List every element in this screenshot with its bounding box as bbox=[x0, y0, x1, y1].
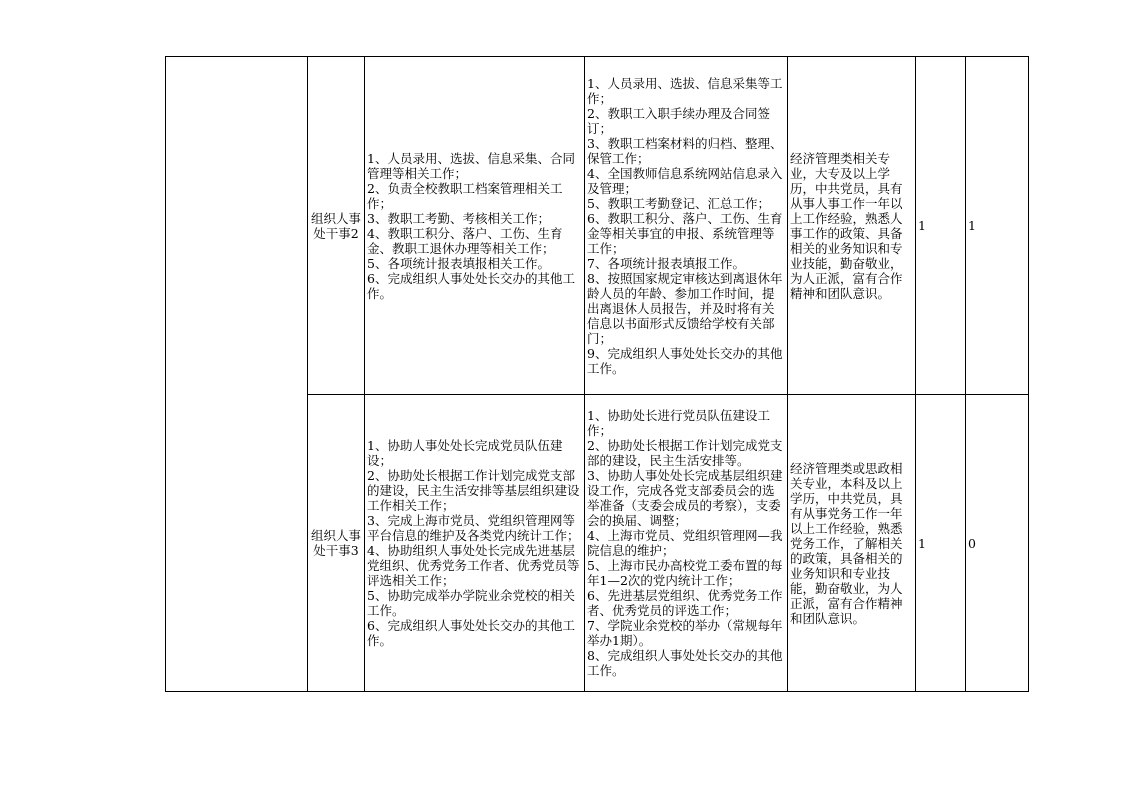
count-cell: 1 bbox=[966, 57, 1029, 395]
scope-line: 6、完成组织人事处处长交办的其他工作。 bbox=[367, 270, 575, 301]
count-cell: 1 bbox=[916, 57, 966, 395]
duties-cell bbox=[585, 395, 788, 692]
job-table bbox=[165, 56, 1029, 692]
requirements-cell: 经济管理类或思政相关专业，本科及以上学历，中共党员，具有从事党务工作一年以上工作经验，熟悉党务工作，了解相关的政策，具备相关的业务知识和专业技能，勤奋敬业，为人正派，富有合作精神和团队意识。 bbox=[788, 395, 916, 692]
scope-line: 4、教职工积分、落户、工伤、生育金、教职工退休办理等相关工作； bbox=[367, 225, 563, 256]
duty-line: 4、上海市党员、党组织管理网—我院信息的维护； bbox=[587, 528, 783, 558]
duty-line: 1、人员录用、选拔、信息采集等工作； bbox=[587, 75, 783, 106]
duty-line: 8、完成组织人事处处长交办的其他工作。 bbox=[587, 648, 783, 678]
duties-cell bbox=[585, 57, 788, 395]
scope-line: 1、人员录用、选拔、信息采集、合同管理等相关工作； bbox=[367, 150, 575, 181]
scope-cell bbox=[365, 57, 585, 395]
position-cell: 组织人事处干事3 bbox=[308, 395, 365, 692]
scope-line: 3、完成上海市党员、党组织管理网等平台信息的维护及各类党内统计工作； bbox=[367, 513, 580, 543]
table-row bbox=[166, 57, 1029, 395]
scope-line: 6、完成组织人事处处长交办的其他工作。 bbox=[367, 618, 575, 648]
duty-line: 4、全国教师信息系统网站信息录入及管理； bbox=[587, 165, 783, 196]
duty-line: 7、各项统计报表填报工作。 bbox=[587, 255, 745, 271]
scope-line: 5、协助完成举办学院业余党校的相关工作。 bbox=[367, 588, 575, 618]
duty-line: 9、完成组织人事处处长交办的其他工作。 bbox=[587, 345, 783, 376]
scope-line: 2、协助处长根据工作计划完成党支部的建设，民主生活安排等基层组织建设工作相关工作； bbox=[367, 468, 580, 513]
count-cell: 0 bbox=[966, 395, 1029, 692]
duty-line: 6、先进基层党组织、优秀党务工作者、优秀党员的评选工作； bbox=[587, 588, 783, 618]
scope-line: 1、协助人事处处长完成党员队伍建设； bbox=[367, 438, 563, 468]
scope-line: 4、协助组织人事处处长完成先进基层党组织、优秀党务工作者、优秀党员等评选相关工作； bbox=[367, 543, 580, 588]
duty-line: 5、上海市民办高校党工委布置的每年1—2次的党内统计工作； bbox=[587, 558, 783, 588]
duty-line: 2、协助处长根据工作计划完成党支部的建设，民主生活安排等。 bbox=[587, 438, 783, 468]
scope-line: 3、教职工考勤、考核相关工作； bbox=[367, 210, 550, 226]
count-cell: 1 bbox=[916, 395, 966, 692]
scope-line: 5、各项统计报表填报相关工作。 bbox=[367, 255, 550, 271]
position-cell: 组织人事处干事2 bbox=[308, 57, 365, 395]
duty-line: 8、按照国家规定审核达到离退休年龄人员的年龄、参加工作时间，提出离退休人员报告，并及时将有关信息以书面形式反馈给学校有关部门； bbox=[587, 270, 783, 346]
requirements-cell: 经济管理类相关专业，大专及以上学历，中共党员，具有从事人事工作一年以上工作经验，熟悉人事工作的政策、具备相关的业务知识和专业技能，勤奋敬业，为人正派，富有合作精神和团队意识。 bbox=[788, 57, 916, 395]
scope-cell bbox=[365, 395, 585, 692]
duty-line: 3、协助人事处处长完成基层组织建设工作，完成各党支部委员会的选举准备（支委会成员的考察），支委会的换届、调整； bbox=[587, 468, 783, 528]
duty-line: 6、教职工积分、落户、工伤、生育金等相关事宜的申报、系统管理等工作； bbox=[587, 210, 783, 256]
duty-line: 3、教职工档案材料的归档、整理、保管工作； bbox=[587, 135, 783, 166]
duty-line: 5、教职工考勤登记、汇总工作； bbox=[587, 195, 770, 211]
duty-line: 7、学院业余党校的举办（常规每年举办1期）。 bbox=[587, 618, 783, 648]
duty-line: 2、教职工入职手续办理及合同签订； bbox=[587, 105, 770, 136]
department-cell bbox=[166, 57, 308, 692]
scope-line: 2、负责全校教职工档案管理相关工作； bbox=[367, 180, 563, 211]
duty-line: 1、协助处长进行党员队伍建设工作； bbox=[587, 408, 770, 438]
